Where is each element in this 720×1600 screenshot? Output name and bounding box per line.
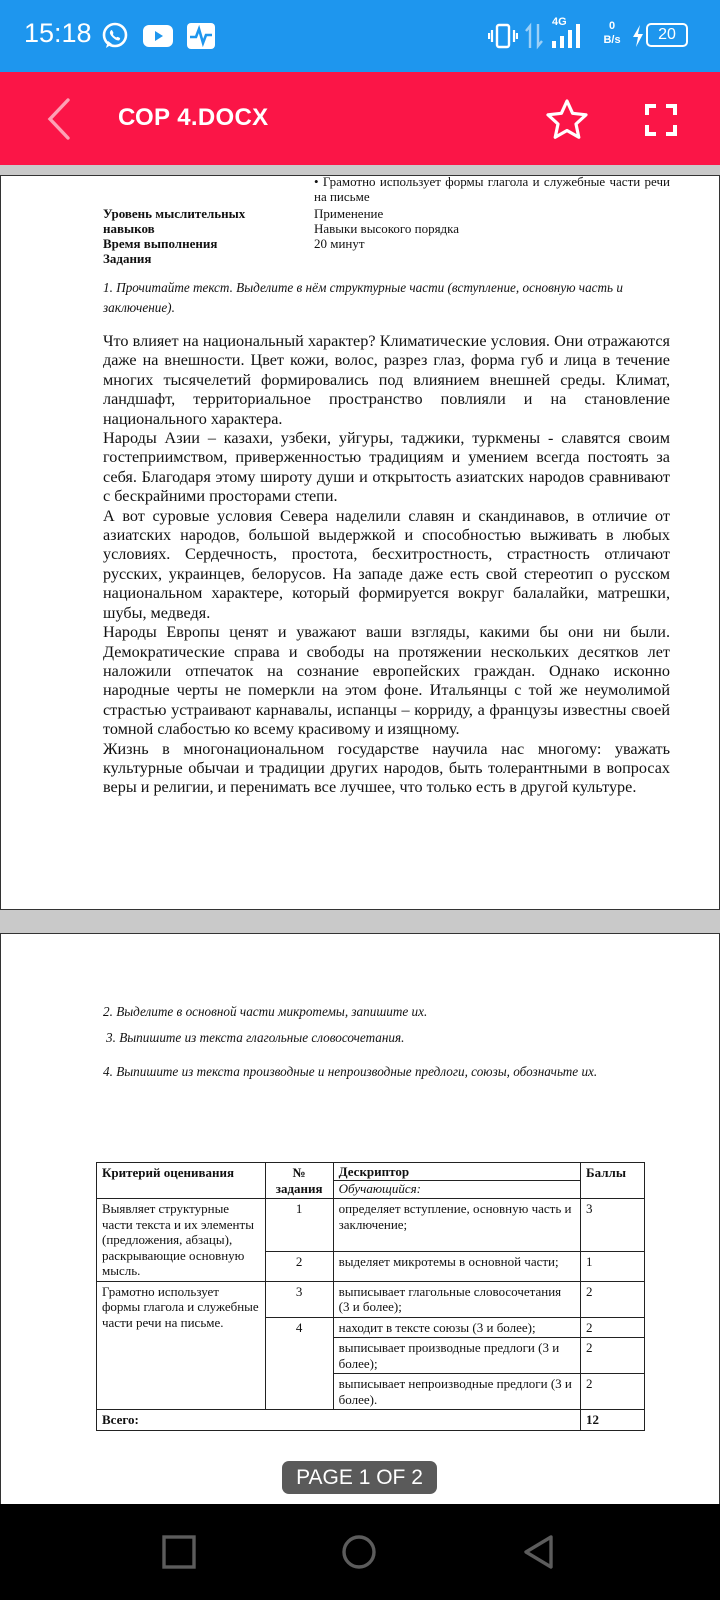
- task-1: 1. Прочитайте текст. Выделите в нём структурные части (вступление, основную часть и заключение).: [103, 280, 623, 315]
- table-cell-descriptor: выделяет микротемы в основной части;: [333, 1251, 580, 1281]
- table-cell-descriptor: находит в тексте союзы (3 и более);: [333, 1317, 580, 1338]
- table-cell-points: 2: [581, 1317, 645, 1338]
- table-cell-descriptor: выписывает производные предлоги (3 и более);: [333, 1338, 580, 1374]
- recents-icon[interactable]: [161, 1534, 197, 1570]
- whatsapp-icon: [100, 21, 130, 51]
- table-cell-descriptor: определяет вступление, основную часть и заключение;: [333, 1199, 580, 1252]
- table-cell-descriptor: выписывает глагольные словосочетания (3 и более);: [333, 1281, 580, 1317]
- paragraph-5: Жизнь в многонациональном государстве научила нас многому: уважать культурные обычаи и традиции других народов, быть толерантными в вопросах веры и религии, и перенимать все лучшее, что только есть в другой культуре.: [103, 739, 670, 797]
- criteria-bullet: • Грамотно использует формы глагола и служебные части речи на письме: [314, 174, 670, 204]
- time-label: Время выполнения: [103, 236, 218, 251]
- header-descriptor: Дескриптор: [333, 1163, 580, 1181]
- document-title: СОР 4.DOCX: [118, 104, 269, 131]
- table-cell-descriptor: выписывает непроизводные предлоги (3 и более).: [333, 1374, 580, 1410]
- criterion-1: Выявляет структурные части текста и их элементы (предложения, абзацы), раскрывающие основную мысль.: [97, 1199, 266, 1282]
- table-cell-no: 3: [265, 1281, 333, 1317]
- paragraph-4: Народы Европы ценят и уважают ваши взгляды, какими бы они ни были. Демократические справа и свободы на протяжении нескольких десятков лет наложили отпечаток на сознание европейских граждан. Однако исконно народные черты не померкли на этом фоне. Итальянцы с той же неумолимой страстью устраивают карнавалы, испанцы – корриду, а французы известны своей томной слабостью ко всему красивому и изящному.: [103, 623, 670, 739]
- task-3: 3. Выпишите из текста глагольные словосочетания.: [106, 1030, 405, 1045]
- table-cell-no: 4: [265, 1317, 333, 1410]
- paragraph-3: А вот суровые условия Севера наделили славян и скандинавов, в отличие от азиатских народов, большой выдержкой и способностью выживать в любых условиях. Сердечность, простота, бесхитростность, страстность отличают русских, украинцев, белорусов. На западе даже есть свой стереотип о русском национальном характере, который формируется вокруг балалайки, матрешки, шубы, медведя.: [103, 506, 670, 622]
- header-student: Обучающийся:: [333, 1180, 580, 1199]
- reading-text: [103, 332, 670, 798]
- charging-icon: [631, 24, 645, 48]
- speed-unit: B/s: [603, 34, 621, 46]
- document-page-2: [0, 933, 720, 1504]
- network-type: 4G: [552, 16, 567, 28]
- speed-value: 0: [608, 20, 616, 32]
- header-task-no: № задания: [265, 1163, 333, 1199]
- signal-icon: [548, 24, 584, 48]
- home-icon[interactable]: [341, 1534, 377, 1570]
- document-viewer[interactable]: [0, 165, 720, 1504]
- table-cell-points: 2: [581, 1338, 645, 1374]
- document-page-1: [0, 175, 720, 910]
- data-arrows-icon: [524, 22, 544, 50]
- back-icon[interactable]: [40, 94, 80, 144]
- table-cell-points: 1: [581, 1251, 645, 1281]
- task-4: 4. Выпишите из текста производные и непроизводные предлоги, союзы, обозначьте их.: [103, 1064, 598, 1079]
- status-time: 15:18: [24, 18, 92, 48]
- fullscreen-icon[interactable]: [645, 104, 677, 136]
- battery-level: 20: [658, 26, 676, 43]
- back-nav-icon[interactable]: [521, 1534, 557, 1570]
- task-2: 2. Выделите в основной части микротемы, запишите их.: [103, 1004, 428, 1019]
- table-cell-points: 2: [581, 1374, 645, 1410]
- youtube-icon: [142, 24, 174, 48]
- table-cell-points: 3: [581, 1199, 645, 1252]
- total-label: Всего:: [97, 1410, 581, 1431]
- table-cell-points: 2: [581, 1281, 645, 1317]
- battery-icon: [646, 23, 688, 47]
- header-points: Баллы: [581, 1163, 645, 1199]
- star-icon[interactable]: [545, 98, 589, 142]
- tasks-label: Задания: [103, 251, 152, 266]
- level-value-2: Навыки высокого порядка: [314, 221, 460, 236]
- status-bar: [0, 0, 720, 72]
- table-cell-no: 1: [265, 1199, 333, 1252]
- time-value: 20 минут: [314, 236, 365, 251]
- page-indicator: PAGE 1 OF 2: [282, 1461, 437, 1494]
- app-bar: [0, 72, 720, 165]
- level-value-1: Применение: [314, 206, 384, 221]
- activity-icon: [186, 22, 216, 50]
- paragraph-1: Что влияет на национальный характер? Климатические условия. Они отражаются даже на внешности. Цвет кожи, волос, разрез глаз, форма губ и лица в течение многих тысячелетий формировались под влиянием внешней среды. Климат, ландшафт, территориальное пространство повлияли и на становление национального характера.: [103, 332, 670, 428]
- header-criterion: Критерий оценивания: [97, 1163, 266, 1199]
- paragraph-2: Народы Азии – казахи, узбеки, уйгуры, таджики, туркмены - славятся своим гостеприимством, приверженностью традициям и умением всегда постоять за себя. Благодаря этому широту души и открытость азиатских народов сравнивают с бескрайними просторами степи.: [103, 429, 670, 506]
- total-value: 12: [581, 1410, 645, 1431]
- level-label: Уровень мыслительных навыков: [103, 206, 246, 236]
- table-cell-no: 2: [265, 1251, 333, 1281]
- navigation-bar: [0, 1504, 720, 1600]
- vibrate-icon: [488, 22, 518, 50]
- criterion-2: Грамотно использует формы глагола и служебные части речи на письме.: [97, 1281, 266, 1410]
- criteria-table: [96, 1162, 645, 1431]
